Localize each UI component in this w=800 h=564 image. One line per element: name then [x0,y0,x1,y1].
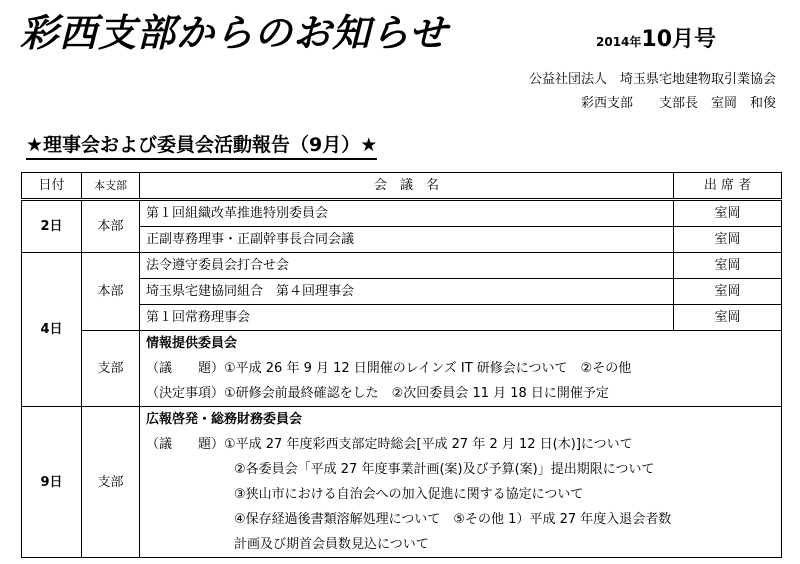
activity-report-table [21,172,782,558]
table-row [22,407,782,558]
meeting-cell: 正副専務理事・正副幹事長合同会議 [140,227,674,253]
organization-block [529,68,776,116]
branch-cell: 本部 [82,200,140,253]
meeting-detail-cell [140,331,782,407]
agenda-line: （議 題）①平成 26 年 9 月 12 日開催のレインズ IT 研修会について ②その他 [146,361,632,376]
branch-cell: 支部 [82,331,140,407]
header-branch: 本支部 [82,173,140,200]
committee-name: 情報提供委員会 [146,336,238,351]
committee-name: 広報啓発・総務財務委員会 [146,412,303,427]
issue-year: 2014年 [596,35,642,49]
date-cell: 4日 [22,253,82,407]
agenda-line: ④保存経過後書類溶解処理について ⑤その他 1）平成 27 年度入退会者数 [234,512,672,527]
meeting-cell: 法令遵守委員会打合せ会 [140,253,674,279]
decision-line: （決定事項）①研修会前最終確認をした ②次回委員会 11 月 18 日に開催予定 [146,386,609,401]
header-meeting: 会 議 名 [140,173,674,200]
date-cell: 2日 [22,200,82,253]
meeting-cell: 第１回組織改革推進特別委員会 [140,200,674,227]
date-cell: 9日 [22,407,82,558]
attendee-cell: 室岡 [674,200,782,227]
branch-cell: 本部 [82,253,140,331]
attendee-cell: 室岡 [674,305,782,331]
section-heading: ★理事会および委員会活動報告（9月）★ [26,130,377,160]
table-row [22,331,782,407]
attendee-cell: 室岡 [674,279,782,305]
header-date: 日付 [22,173,82,200]
issue-month: 10月号 [641,27,717,52]
agenda-line: ②各委員会「平成 27 年度事業計画(案)及び予算(案)」提出期限について [234,462,655,477]
agenda-line: （議 題）①平成 27 年度彩西支部定時総会[平成 27 年 2 月 12 日(木)]について [146,437,633,452]
header-attendee: 出 席 者 [674,173,782,200]
org-line-1: 公益社団法人 埼玉県宅地建物取引業協会 [528,72,776,87]
newsletter-title: 彩西支部からのお知らせ [20,11,448,55]
issue-label [596,22,716,53]
table-row [22,200,782,227]
meeting-detail-cell [140,407,782,558]
meeting-cell: 第１回常務理事会 [140,305,674,331]
table-row [22,253,782,279]
attendee-cell: 室岡 [674,253,782,279]
table-header-row [22,173,782,200]
agenda-line: 計画及び期首会員数見込について [234,537,429,552]
meeting-cell: 埼玉県宅建協同組合 第４回理事会 [140,279,674,305]
branch-cell: 支部 [82,407,140,558]
org-line-2: 彩西支部 支部長 室岡 和俊 [580,96,776,111]
agenda-line: ③狭山市における自治会への加入促進に関する協定について [234,487,584,502]
attendee-cell: 室岡 [674,227,782,253]
